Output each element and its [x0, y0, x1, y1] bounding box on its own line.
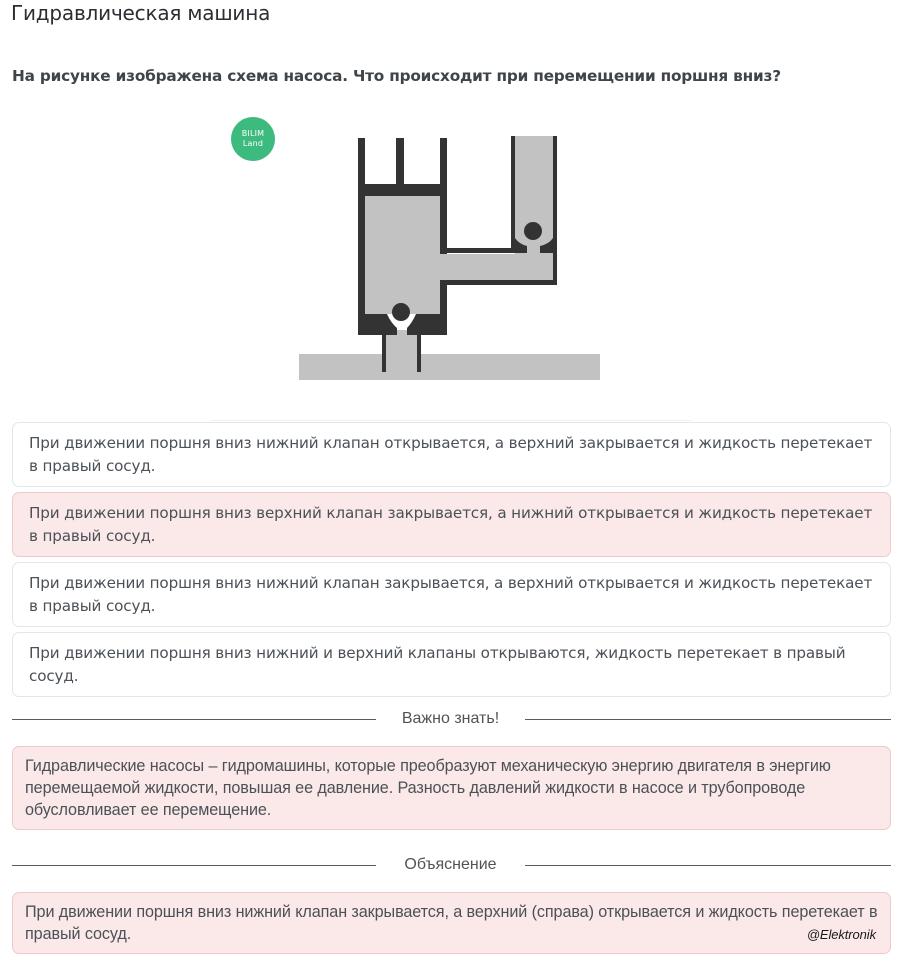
explanation-heading: Объяснение	[404, 856, 497, 873]
cylinder-wall-right-lower	[440, 280, 447, 335]
important-heading: Важно знать!	[401, 710, 500, 727]
lower-valve-ball	[392, 303, 410, 321]
cylinder-wall-right-upper	[440, 138, 447, 262]
explanation-box	[12, 892, 891, 954]
divider-line-left	[12, 719, 376, 720]
divider-line-right	[525, 719, 891, 720]
cylinder-wall-left	[358, 138, 365, 335]
answer-option-4[interactable]: При движении поршня вниз нижний и верхний клапаны открываются, жидкость перетекает в правый сосуд.	[12, 632, 891, 697]
right-vessel-wall-left	[511, 136, 515, 253]
cylinder-bottom-base-r	[421, 330, 447, 335]
inlet-pipe-wall-right	[417, 330, 421, 372]
important-divider	[12, 709, 891, 729]
inlet-pipe-wall-left	[382, 330, 386, 372]
page-title: Гидравлическая машина	[11, 1, 271, 25]
divider-line-left	[12, 865, 376, 866]
connecting-pipe-bottom	[440, 280, 557, 285]
watermark: @Elektronik	[806, 927, 876, 942]
upper-valve-ball	[524, 222, 542, 240]
divider-line-right	[525, 865, 891, 866]
right-vessel-wall-right	[553, 136, 557, 285]
cylinder-bottom-base	[358, 330, 382, 335]
answer-option-1[interactable]: При движении поршня вниз нижний клапан открывается, а верхний закрывается и жидкость перетекает в правый сосуд.	[12, 422, 891, 487]
inlet-pipe-fluid	[386, 330, 419, 372]
reservoir	[299, 354, 600, 380]
connecting-pipe-fluid	[440, 254, 556, 282]
explanation-text: При движении поршня вниз нижний клапан закрывается, а верхний (справа) открывается и жидкость перетекает в правый сосуд.	[25, 903, 878, 943]
piston	[365, 184, 440, 196]
answer-options	[12, 422, 891, 697]
question-text: На рисунке изображена схема насоса. Что происходит при перемещении поршня вниз?	[12, 67, 781, 85]
answer-option-2-wrong[interactable]: При движении поршня вниз верхний клапан закрывается, а нижний открывается и жидкость перетекает в правый сосуд.	[12, 492, 891, 557]
question-figure	[211, 108, 691, 421]
explanation-divider	[12, 855, 891, 875]
pump-diagram	[211, 108, 691, 420]
logo-text-line2: Land	[242, 139, 264, 148]
answer-option-3[interactable]: При движении поршня вниз нижний клапан закрывается, а верхний открывается и жидкость перетекает в правый сосуд.	[12, 562, 891, 627]
cylinder-fluid	[365, 196, 440, 314]
piston-rod	[396, 138, 404, 184]
logo-text-line1: BILIM	[241, 129, 265, 138]
important-info-box: Гидравлические насосы – гидромашины, которые преобразуют механическую энергию двигателя в энергию перемещаемой жидкости, повышая ее давление. Разность давлений жидкости в насосе и трубопроводе обусловливает ее перемещение.	[12, 746, 891, 830]
